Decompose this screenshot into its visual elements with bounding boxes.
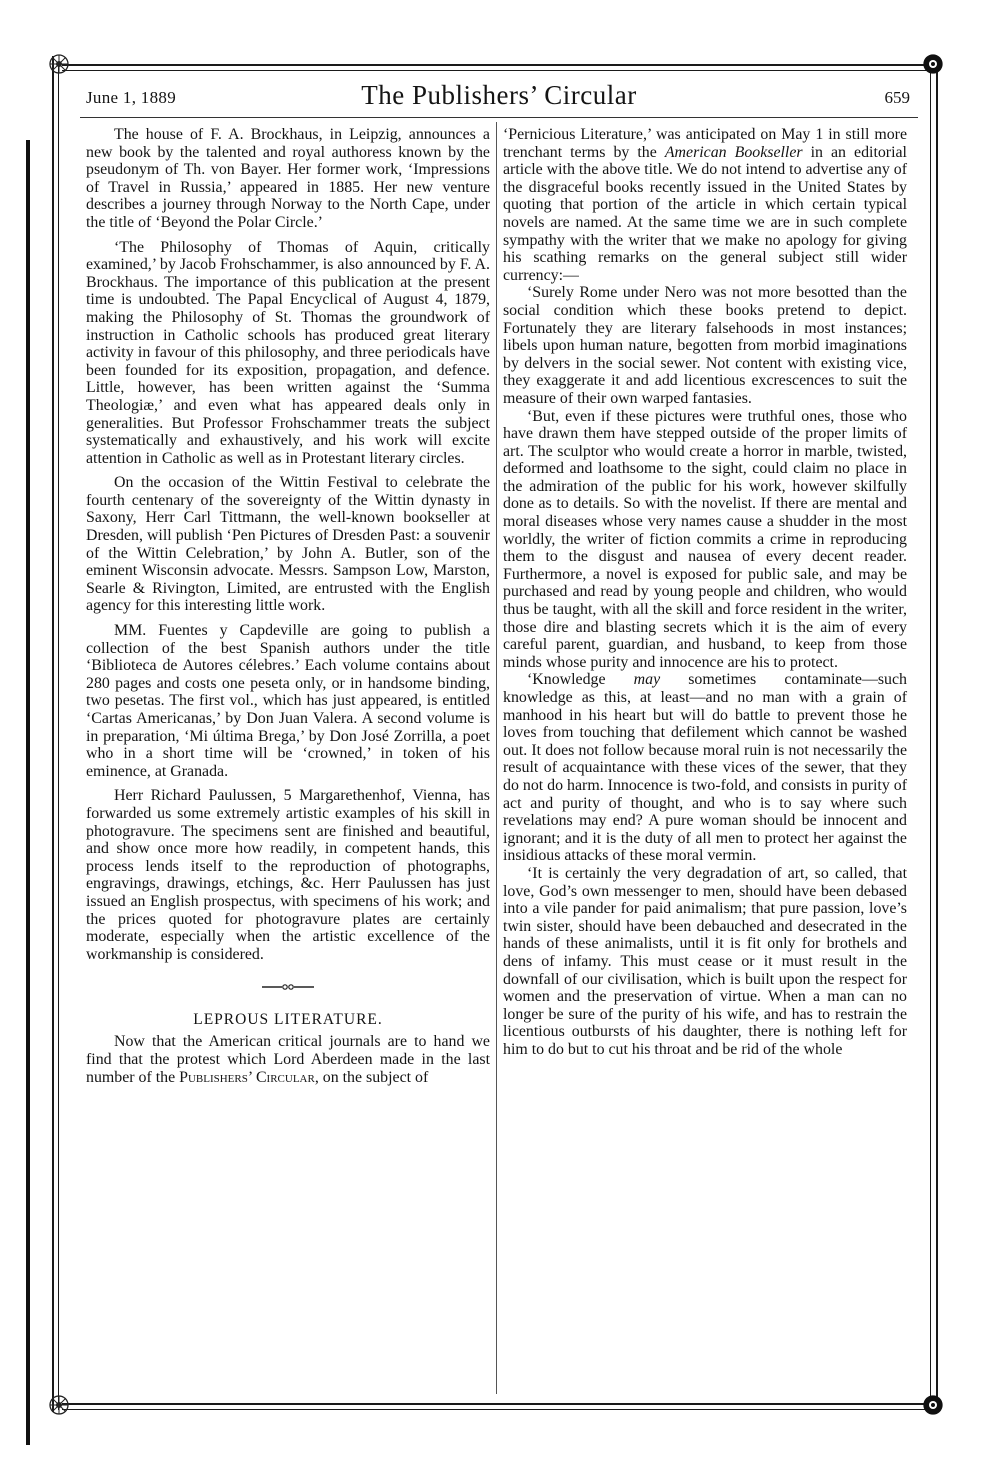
paragraph-text: ‘Pernicious Literature,’ was anticipated on May 1 in still more trenchant terms by the [503, 126, 907, 161]
top-border-rule-inner [62, 70, 928, 71]
section-divider-ornament-icon [86, 981, 490, 993]
publication-title: The Publishers’ Circular [361, 80, 637, 110]
quoted-paragraph: ‘But, even if these pictures were truthful ones, those who have drawn them have stepped outside of the proper limits of art. The sculptor who would create a horror in marble, twisted, deformed and loathsome to the sight, could claim no place in the admiration of the public for his work, however skilfully done as to details. So with the novelist. If there are mental and moral diseases whose very names cause a shudder in the most worldly, the writer of fiction commits a crime in reproducing them to the disgust and nausea of every decent reader. Furthermore, a novel is exposed for public sale, and may be purchased and read by young people and children, who would thus be taught, with all the skill and force resident in the writer, those dire and blasting secrets which it is the aim of every careful parent, guardian, and husband, to keep from those minds whose purity and innocence are his to protect. [503, 407, 907, 671]
issue-date: June 1, 1889 [86, 88, 177, 107]
quoted-paragraph: ‘Surely Rome under Nero was not more besotted than the social condition which these books pretend to depict. Fortunately they are literary falsehoods in most instances; libels upon human nature, begotten from morbid imaginations by delvers in the social sewer. Not content with existing vice, they exaggerate it and add licentious excrescences to suit the measure of their own warped fantasies. [503, 284, 907, 407]
article-paragraph [503, 126, 907, 284]
right-border-rule-inner [930, 64, 931, 1410]
left-column [86, 126, 490, 1093]
article-paragraph: The house of F. A. Brockhaus, in Leipzig, announces a new book by the talented and royal authoress known by the pseudonym of Th. von Bayer. Her former work, ‘Impressions of Travel in Russia,’ appeared in 1885. Her new venture describes a journey through Norway to the North Cape, under the title of ‘Beyond the Polar Circle.’ [86, 126, 490, 231]
article-paragraph [86, 1033, 490, 1086]
paragraph-text: in an editorial article with the above title. We do not intend to advertise any of the disgraceful books recently issued in the United States by quoting that portion of the article in which certain typical novels are named. At the same time we are in such complete sympathy with the writer that we make no apology for giving his scathing remarks on the general subject still wider currency:— [503, 143, 907, 284]
ornament-rosette-icon [48, 53, 70, 75]
left-border-rule-inner [58, 64, 59, 1410]
right-border-rule [936, 56, 938, 1412]
left-border-rule [52, 56, 54, 1412]
journal-name: American Bookseller [664, 143, 803, 161]
section-heading: LEPROUS LITERATURE. [193, 1011, 383, 1029]
paragraph-text: Now that the American critical journals are to hand we find that the protest which Lord Aberdeen made in the last number of the [86, 1033, 490, 1086]
ornament-rosette-icon [922, 1394, 944, 1416]
bottom-border-rule-inner [62, 1409, 928, 1410]
quoted-paragraph: ‘It is certainly the very degradation of art, so called, that love, God’s own messenger to men, should have been debased into a vile pander for paid animalism; that pure passion, love’s twin sister, should have been debauched and desecrated in the hands of these animalists, until it is fit only for brothels and dens of infamy. This must cease or it must result in the downfall of our civilisation, which is built upon the respect for women and the preservation of virtue. When a man can no longer be sure of the purity of his wife, and has to restrain the licentious outbursts of his daughter, there is nothing left for him to do but to cut his throat and be rid of the whole [503, 864, 907, 1058]
right-column [503, 126, 907, 1058]
ornament-rosette-icon [48, 1394, 70, 1416]
page-number: 659 [884, 88, 910, 107]
bottom-border-rule [62, 1403, 928, 1405]
article-paragraph: ‘The Philosophy of Thomas of Aquin, critically examined,’ by Jacob Frohschammer, is also announced by F. A. Brockhaus. The importance of this publication at the present time is undoubted. The Papal Encyclical of August 4, 1879, making the Philosophy of St. Thomas the groundwork of instruction in Catholic schools has produced great literary activity in favour of this philosophy, and three periodicals have been founded for its exposition, propagation, and defence. Little, however, has been written against the ‘Summa Theologiæ,’ and even what has appeared deals only in generalities. But Professor Frohschammer treats the subject systematically and exhaustively, and his work will excite attention in Catholic as well as in Protestant literary circles. [86, 238, 490, 467]
column-divider [496, 122, 497, 1394]
emphasis-word: may [633, 671, 661, 689]
paragraph-text: , on the subject of [314, 1068, 429, 1086]
running-header [80, 76, 918, 116]
scan-edge-line [26, 140, 30, 1445]
quoted-paragraph [503, 671, 907, 865]
article-paragraph: Herr Richard Paulussen, 5 Margarethenhof, Vienna, has forwarded us some extremely artistic examples of his skill in photogravure. The specimens sent are finished and beautiful, and show once more how readily, in competent hands, this process lends itself to the reproduction of photographs, engravings, drawings, etchings, &c. Herr Paulussen has just issued an English prospectus, with specimens of his work; and the prices quoted for photogravure plates are certainly moderate, especially when the artistic excellence of the workmanship is considered. [86, 787, 490, 963]
paragraph-text: sometimes contaminate—such knowledge as this, at least—and no man with a grain of manhood in his heart but will do battle to prevent those he loves from touching that defilement which cannot be washed out. It does not follow because moral ruin is not necessarily the result of acquaintance with these vices of the sewer, that they do not do harm. Innocence is two-fold, and consists in purity of act and purity of thought, and who is to say where such revelations may end? A pure woman should be innocent and ignorant; and it is the duty of all men to protect her against the insidious attacks of these moral vermin. [503, 671, 907, 865]
article-paragraph: On the occasion of the Wittin Festival to celebrate the fourth centenary of the sovereignty of the Wittin dynasty in Saxony, Herr Carl Tittmann, the well-known bookseller at Dresden, will publish ‘Pen Pictures of Dresden Past: a souvenir of the Wittin Celebration,’ by John A. Butler, son of the eminent Wisconsin advocate. Messrs. Sampson Low, Marston, Searle & Rivington, Limited, are entrusted with the English agency for this interesting little work. [86, 474, 490, 615]
journal-name: Publishers’ Circular [179, 1068, 315, 1086]
top-border-rule [62, 64, 928, 66]
header-rule [80, 117, 918, 118]
ornament-rosette-icon [922, 53, 944, 75]
paragraph-text: ‘Knowledge [527, 671, 606, 689]
article-paragraph: MM. Fuentes y Capdeville are going to publish a collection of the best Spanish authors under the title ‘Biblioteca de Autores célebres.’ Each volume contains about 280 pages and costs one peseta only, or in handsome binding, two pesetas. The first vol., which has just appeared, is entitled ‘Cartas Americanas,’ by Don Juan Valera. A second volume is in preparation, ‘Mi última Brega,’ by Don José Zorrilla, a poet who in a short time will be ‘crowned,’ in token of his eminence, at Granada. [86, 622, 490, 780]
